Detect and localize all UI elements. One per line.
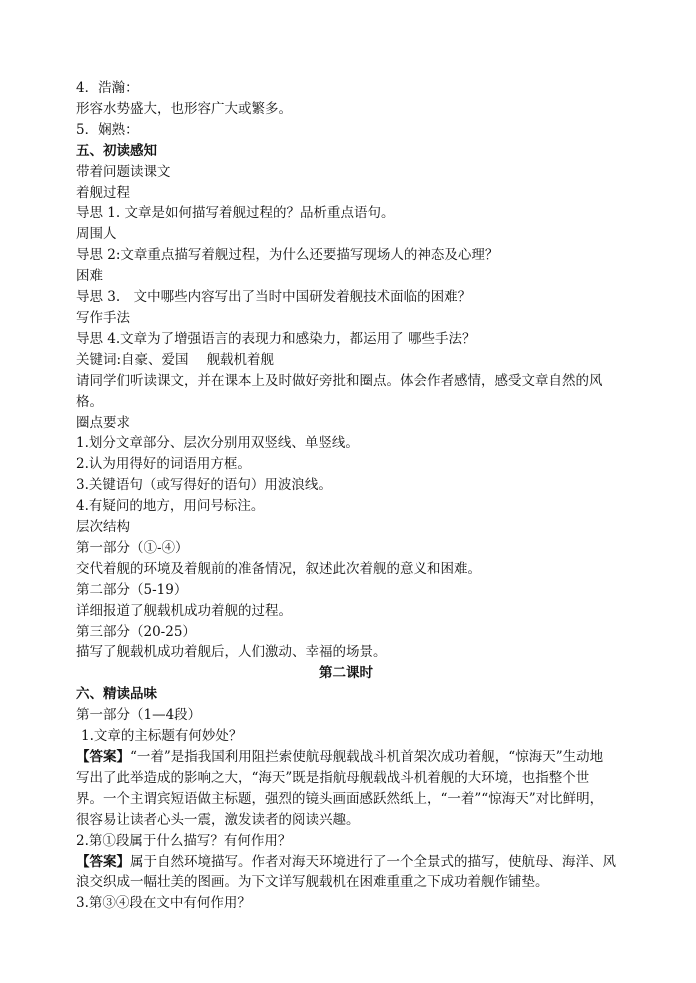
guide-question-1: 导思 1. 文章是如何描写着舰过程的？品析重点语句。 (76, 205, 395, 222)
guide-question-3: 导思 3. 文中哪些内容写出了当时中国研发着舰技术面临的困难？ (76, 289, 472, 306)
question-1: 1.文章的主标题有何妙处？ (81, 728, 243, 745)
answer-2-text: 属于自然环境描写。作者对海天环境进行了一个全景式的描写，使航母、海洋、风浪交织成一幅壮美的图画。为下文详写舰载机在困难重重之下成功着舰作铺垫。 (76, 853, 616, 891)
structure-heading: 层次结构 (76, 519, 130, 536)
requirement-3: 3.关键语句（或写得好的语句）用波浪线。 (76, 477, 332, 494)
answer-1-text: “一着”是指我国利用阻拦索使航母舰载战斗机首架次成功着舰，“惊海天”生动地写出了此举造成的影响之大，“海天”既是指航母舰载战斗机着舰的大环境，也指整个世界。一个主谓宾短语做主标题，强烈的镜头画面感跃然纸上，“一着”“惊海天”对比鲜明，很容易让读者心头一震，激发读者的阅读兴趣。 (76, 749, 604, 828)
document-page (76, 78, 616, 914)
keywords-extra: 舰载机着舰 (206, 351, 275, 368)
section-heading-close-reading: 六、精读品味 (76, 686, 157, 703)
topic-surrounding-people: 周围人 (76, 226, 117, 243)
topic-difficulties: 困难 (76, 268, 103, 285)
term-4-heading: 4．浩瀚： (76, 80, 139, 96)
part-2-label: 第二部分（5-19） (76, 581, 188, 598)
requirement-4: 4.有疑问的地方，用问号标注。 (76, 498, 265, 515)
part-3-summary: 描写了舰载机成功着舰后，人们激动、幸福的场景。 (76, 644, 387, 661)
answer-1 (76, 747, 616, 831)
paragraph-read-with-questions: 带着问题读课文 (76, 163, 171, 180)
question-3: 3.第③④段在文中有何作用？ (76, 895, 251, 912)
annotation-requirements-heading: 圈点要求 (76, 414, 130, 431)
answer-label: 【答案】 (76, 749, 130, 765)
keywords-text: 关键词:自豪、爱国 (76, 351, 189, 368)
part-3-label: 第三部分（20-25） (76, 623, 196, 640)
requirement-1: 1.划分文章部分、层次分别用双竖线、单竖线。 (76, 435, 359, 452)
part-1-label: 第一部分（①-④） (76, 539, 189, 556)
term-5-heading: 5．娴熟： (76, 121, 139, 138)
topic-writing-techniques: 写作手法 (76, 309, 130, 326)
reading-instructions: 请同学们听读课文，并在课本上及时做好旁批和圈点。体会作者感情，感受文章自然的风格。 (76, 372, 603, 410)
part-1-range: 第一部分（1—4段） (76, 707, 202, 724)
section-heading-first-reading: 五、初读感知 (76, 142, 157, 159)
keywords-line (76, 350, 616, 371)
lesson-2-title: 第二课时 (319, 665, 373, 682)
requirement-2: 2.认为用得好的词语用方框。 (76, 456, 251, 473)
guide-question-2: 导思 2:文章重点描写着舰过程，为什么还要描写现场人的神态及心理？ (76, 247, 499, 264)
answer-label: 【答案】 (76, 853, 130, 870)
answer-2 (76, 852, 616, 894)
part-2-summary: 详细报道了舰载机成功着舰的过程。 (76, 602, 292, 619)
question-2: 2.第①段属于什么描写？有何作用？ (76, 832, 292, 849)
term-4-definition: 形容水势盛大，也形容广大或繁多。 (76, 100, 292, 117)
part-1-summary: 交代着舰的环境及着舰前的准备情况，叙述此次着舰的意义和困难。 (76, 560, 481, 577)
topic-landing-process: 着舰过程 (76, 184, 130, 201)
guide-question-4: 导思 4.文章为了增强语言的表现力和感染力，都运用了 哪些手法？ (76, 330, 476, 347)
